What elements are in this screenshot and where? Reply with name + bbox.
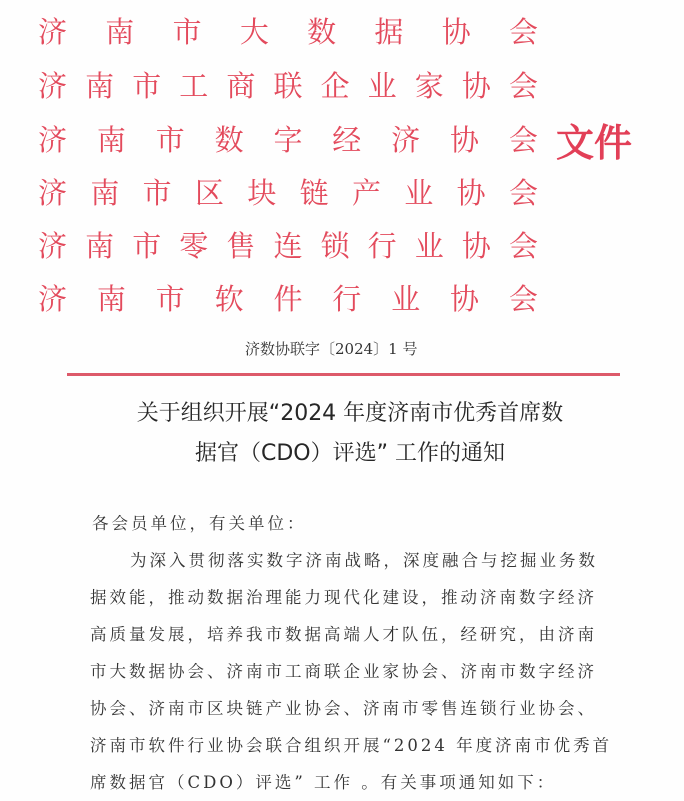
org-name-3: 济 南 市 数 字 经 济 协 会 — [38, 123, 538, 157]
paragraph-line: 为深入贯彻落实数字济南战略，深度融合与挖掘业务数 — [130, 551, 598, 570]
paragraph-line: 据效能，推动数据治理能力现代化建设，推动济南数字经济 — [90, 588, 597, 607]
org-name-5: 济 南 市 零 售 连 锁 行 业 协 会 — [38, 229, 538, 263]
document-suffix: 文件 — [556, 121, 633, 165]
org-name-4: 济 南 市 区 块 链 产 业 协 会 — [38, 176, 538, 210]
paragraph-line: 席数据官（CDO）评选” 工作 。有关事项通知如下： — [90, 773, 557, 792]
org-name-2: 济 南 市 工 商 联 企 业 家 协 会 — [38, 69, 538, 103]
document-number: 济数协联字〔2024〕1 号 — [245, 340, 418, 358]
salutation: 各会员单位，有关单位： — [92, 514, 307, 533]
paragraph-line: 高质量发展，培养我市数据高端人才队伍，经研究，由济南 — [90, 625, 597, 644]
paragraph-line: 市大数据协会、济南市工商联企业家协会、济南市数字经济 — [90, 662, 597, 681]
org-name-1: 济 南 市 大 数 据 协 会 — [38, 15, 538, 49]
letterhead — [0, 0, 684, 320]
notice-title-line-2: 据官（CDO）评选” 工作的通知 — [194, 441, 505, 466]
red-divider — [67, 373, 620, 376]
paragraph-line: 济南市软件行业协会联合组织开展“2024 年度济南市优秀首 — [90, 736, 613, 755]
notice-title-line-1: 关于组织开展“2024 年度济南市优秀首席数 — [136, 401, 564, 426]
paragraph-line: 协会、济南市区块链产业协会、济南市零售连锁行业协会、 — [90, 699, 597, 718]
org-name-6: 济 南 市 软 件 行 业 协 会 — [38, 282, 538, 316]
